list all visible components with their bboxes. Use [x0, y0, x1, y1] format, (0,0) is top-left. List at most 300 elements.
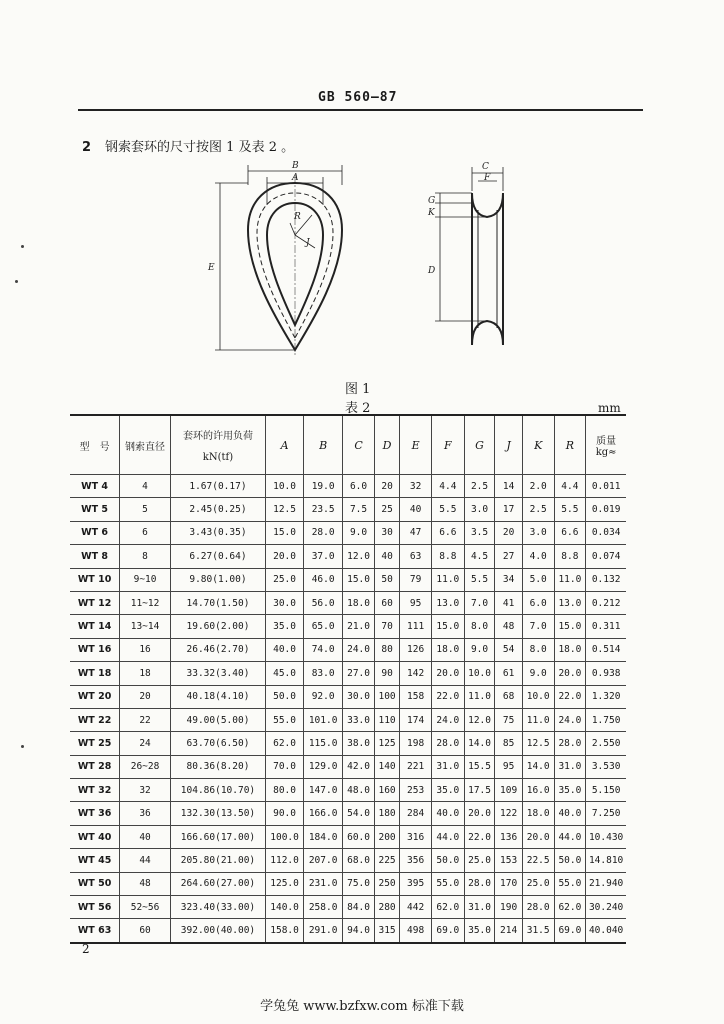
model-cell: WT 6 [70, 521, 120, 544]
table-row [70, 545, 626, 568]
table-cell: 498 [400, 919, 432, 943]
table-cell: 46.0 [304, 568, 343, 591]
table-row [70, 685, 626, 708]
table-cell: 1.67(0.17) [170, 475, 265, 498]
model-cell: WT 10 [70, 568, 120, 591]
table-cell: 30.0 [266, 591, 304, 614]
table-cell: 2.5 [464, 475, 495, 498]
table-cell: 20 [120, 685, 171, 708]
table-cell: 122 [495, 802, 522, 825]
table-cell: 6.0 [522, 591, 554, 614]
table-cell: 170 [495, 872, 522, 895]
label-B: B [292, 161, 299, 171]
table-cell: 15.0 [554, 615, 586, 638]
label-K: K [428, 208, 435, 218]
table-cell: 63.70(6.50) [170, 732, 265, 755]
model-cell: WT 14 [70, 615, 120, 638]
table-cell: 2.0 [522, 475, 554, 498]
label-A: A [292, 173, 299, 183]
page-number: 2 [82, 942, 90, 956]
table-cell: 18.0 [343, 591, 375, 614]
table-cell: 104.86(10.70) [170, 779, 265, 802]
standard-code-header: GB 560—87 [318, 90, 398, 105]
table-row [70, 708, 626, 731]
table-cell: 95 [495, 755, 522, 778]
table-cell: 50.0 [554, 849, 586, 872]
table-cell: 6.27(0.64) [170, 545, 265, 568]
table-cell: 129.0 [304, 755, 343, 778]
table-cell: 40.18(4.10) [170, 685, 265, 708]
table-cell: 101.0 [304, 708, 343, 731]
table-cell: 31.0 [464, 896, 495, 919]
model-cell: WT 25 [70, 732, 120, 755]
table-cell: 54.0 [343, 802, 375, 825]
table-cell: 11~12 [120, 591, 171, 614]
table-cell: 4.4 [431, 475, 464, 498]
table-row [70, 521, 626, 544]
table-cell: 4 [120, 475, 171, 498]
header-mass [586, 415, 626, 475]
table-cell: 140 [374, 755, 399, 778]
table-cell: 205.80(21.00) [170, 849, 265, 872]
table-cell: 80.36(8.20) [170, 755, 265, 778]
section-text: 钢索套环的尺寸按图 1 及表 2 。 [105, 140, 295, 155]
table-row [70, 662, 626, 685]
table-cell: 35.0 [554, 779, 586, 802]
table-cell: 15.0 [266, 521, 304, 544]
table-cell: 12.5 [266, 498, 304, 521]
table-row [70, 498, 626, 521]
table-cell: 26.46(2.70) [170, 638, 265, 661]
table-cell: 21.940 [586, 872, 626, 895]
table-cell: 100.0 [266, 825, 304, 848]
table-cell: 31.0 [431, 755, 464, 778]
table-cell: 47 [400, 521, 432, 544]
header-J: J [495, 415, 522, 475]
table-cell: 284 [400, 802, 432, 825]
table-cell: 90 [374, 662, 399, 685]
table-cell: 8.8 [431, 545, 464, 568]
table-cell: 10.0 [266, 475, 304, 498]
header-B: B [304, 415, 343, 475]
table-row [70, 755, 626, 778]
table-cell: 0.011 [586, 475, 626, 498]
table-cell: 6.6 [431, 521, 464, 544]
table-cell: 0.514 [586, 638, 626, 661]
table-cell: 31.5 [522, 919, 554, 943]
label-E: E [208, 263, 215, 273]
table-row [70, 849, 626, 872]
table-header-row [70, 415, 626, 475]
table-cell: 15.0 [343, 568, 375, 591]
table-cell: 184.0 [304, 825, 343, 848]
table-cell: 4.5 [464, 545, 495, 568]
table-cell: 18.0 [554, 638, 586, 661]
table-cell: 63 [400, 545, 432, 568]
model-cell: WT 45 [70, 849, 120, 872]
label-G: G [428, 196, 436, 206]
table-cell: 22.0 [554, 685, 586, 708]
table-cell: 38.0 [343, 732, 375, 755]
section-paragraph [82, 136, 294, 155]
table-cell: 80.0 [266, 779, 304, 802]
table-cell: 40.040 [586, 919, 626, 943]
table-cell: 17 [495, 498, 522, 521]
table-cell: 70.0 [266, 755, 304, 778]
table-cell: 13~14 [120, 615, 171, 638]
model-cell: WT 16 [70, 638, 120, 661]
label-F: F [484, 173, 491, 183]
table-cell: 153 [495, 849, 522, 872]
table-cell: 5.5 [431, 498, 464, 521]
table-cell: 62.0 [266, 732, 304, 755]
table-cell: 56.0 [304, 591, 343, 614]
table-cell: 44 [120, 849, 171, 872]
table-row [70, 779, 626, 802]
table-cell: 142 [400, 662, 432, 685]
table-caption: 表 2 [345, 401, 371, 416]
table-cell: 174 [400, 708, 432, 731]
table-cell: 74.0 [304, 638, 343, 661]
scan-speck [21, 245, 24, 248]
table-cell: 17.5 [464, 779, 495, 802]
table-cell: 60.0 [343, 825, 375, 848]
table-cell: 8 [120, 545, 171, 568]
table-cell: 0.132 [586, 568, 626, 591]
table-row [70, 825, 626, 848]
header-F: F [431, 415, 464, 475]
table-cell: 9.0 [343, 521, 375, 544]
table-cell: 33.0 [343, 708, 375, 731]
table-cell: 70 [374, 615, 399, 638]
table-cell: 10.0 [464, 662, 495, 685]
table-cell: 20 [374, 475, 399, 498]
table-cell: 2.5 [522, 498, 554, 521]
thimble-spec-table [70, 414, 626, 944]
model-cell: WT 22 [70, 708, 120, 731]
header-allowable-load [170, 415, 265, 475]
table-cell: 158.0 [266, 919, 304, 943]
table-cell: 22 [120, 708, 171, 731]
table-cell: 0.938 [586, 662, 626, 685]
table-cell: 9.0 [464, 638, 495, 661]
table-cell: 24 [120, 732, 171, 755]
table-cell: 27 [495, 545, 522, 568]
table-cell: 315 [374, 919, 399, 943]
table-cell: 316 [400, 825, 432, 848]
table-cell: 258.0 [304, 896, 343, 919]
table-row [70, 568, 626, 591]
table-cell: 25.0 [522, 872, 554, 895]
table-cell: 8.0 [522, 638, 554, 661]
site-footer: 学兔兔 www.bzfxw.com 标准下载 [260, 999, 464, 1014]
model-cell: WT 56 [70, 896, 120, 919]
table-cell: 23.5 [304, 498, 343, 521]
table-cell: 49.00(5.00) [170, 708, 265, 731]
table-cell: 69.0 [431, 919, 464, 943]
table-cell: 7.0 [522, 615, 554, 638]
table-cell: 7.250 [586, 802, 626, 825]
header-D: D [374, 415, 399, 475]
table-cell: 80 [374, 638, 399, 661]
table-cell: 158 [400, 685, 432, 708]
model-cell: WT 36 [70, 802, 120, 825]
table-cell: 14.0 [522, 755, 554, 778]
table-cell: 0.074 [586, 545, 626, 568]
table-cell: 90.0 [266, 802, 304, 825]
model-cell: WT 4 [70, 475, 120, 498]
table-cell: 10.0 [522, 685, 554, 708]
table-cell: 264.60(27.00) [170, 872, 265, 895]
table-row [70, 591, 626, 614]
table-row [70, 872, 626, 895]
table-cell: 2.45(0.25) [170, 498, 265, 521]
table-cell: 85 [495, 732, 522, 755]
table-cell: 109 [495, 779, 522, 802]
table-cell: 0.212 [586, 591, 626, 614]
model-cell: WT 18 [70, 662, 120, 685]
table-cell: 11.0 [464, 685, 495, 708]
table-cell: 27.0 [343, 662, 375, 685]
table-cell: 16.0 [522, 779, 554, 802]
table-cell: 50 [374, 568, 399, 591]
table-cell: 221 [400, 755, 432, 778]
table-cell: 0.311 [586, 615, 626, 638]
table-cell: 395 [400, 872, 432, 895]
table-cell: 126 [400, 638, 432, 661]
table-cell: 32 [400, 475, 432, 498]
table-cell: 68.0 [343, 849, 375, 872]
table-cell: 3.0 [464, 498, 495, 521]
header-E: E [400, 415, 432, 475]
table-cell: 11.0 [554, 568, 586, 591]
table-cell: 207.0 [304, 849, 343, 872]
table-cell: 24.0 [431, 708, 464, 731]
table-body [70, 475, 626, 943]
table-cell: 21.0 [343, 615, 375, 638]
table-cell: 0.019 [586, 498, 626, 521]
table-cell: 8.0 [464, 615, 495, 638]
table-cell: 231.0 [304, 872, 343, 895]
table-cell: 20 [495, 521, 522, 544]
table-cell: 214 [495, 919, 522, 943]
header-rule [78, 109, 643, 111]
table-cell: 250 [374, 872, 399, 895]
table-cell: 55.0 [554, 872, 586, 895]
table-cell: 9~10 [120, 568, 171, 591]
table-cell: 12.0 [343, 545, 375, 568]
table-cell: 30 [374, 521, 399, 544]
table-cell: 5.0 [522, 568, 554, 591]
table-cell: 3.43(0.35) [170, 521, 265, 544]
table-row [70, 475, 626, 498]
table-cell: 0.034 [586, 521, 626, 544]
table-cell: 35.0 [266, 615, 304, 638]
table-cell: 48 [120, 872, 171, 895]
table-cell: 32 [120, 779, 171, 802]
table-cell: 356 [400, 849, 432, 872]
table-cell: 140.0 [266, 896, 304, 919]
table-cell: 20.0 [266, 545, 304, 568]
table-cell: 14 [495, 475, 522, 498]
header-K: K [522, 415, 554, 475]
model-cell: WT 63 [70, 919, 120, 943]
table-cell: 12.0 [464, 708, 495, 731]
table-cell: 60 [120, 919, 171, 943]
header-R: R [554, 415, 586, 475]
table-cell: 253 [400, 779, 432, 802]
model-cell: WT 50 [70, 872, 120, 895]
table-cell: 54 [495, 638, 522, 661]
scan-speck [15, 280, 18, 283]
table-cell: 11.0 [522, 708, 554, 731]
table-cell: 24.0 [343, 638, 375, 661]
table-cell: 13.0 [431, 591, 464, 614]
table-cell: 20.0 [522, 825, 554, 848]
table-cell: 136 [495, 825, 522, 848]
header-mass-label: 质量 [596, 436, 617, 447]
table-cell: 111 [400, 615, 432, 638]
table-cell: 34 [495, 568, 522, 591]
table-cell: 22.0 [431, 685, 464, 708]
table-cell: 10.430 [586, 825, 626, 848]
table-cell: 198 [400, 732, 432, 755]
table-cell: 13.0 [554, 591, 586, 614]
table-cell: 20.0 [431, 662, 464, 685]
table-cell: 55.0 [431, 872, 464, 895]
header-mass-unit: kg≈ [595, 447, 617, 458]
table-cell: 14.0 [464, 732, 495, 755]
table-cell: 16 [120, 638, 171, 661]
table-cell: 62.0 [554, 896, 586, 919]
table-cell: 323.40(33.00) [170, 896, 265, 919]
table-cell: 40.0 [266, 638, 304, 661]
table-cell: 28.0 [554, 732, 586, 755]
table-cell: 7.0 [464, 591, 495, 614]
table-cell: 5.150 [586, 779, 626, 802]
table-row [70, 896, 626, 919]
table-cell: 110 [374, 708, 399, 731]
table-cell: 5.5 [464, 568, 495, 591]
table-cell: 75.0 [343, 872, 375, 895]
table-cell: 41 [495, 591, 522, 614]
table-row [70, 638, 626, 661]
model-cell: WT 20 [70, 685, 120, 708]
table-cell: 40 [374, 545, 399, 568]
table-cell: 200 [374, 825, 399, 848]
table-cell: 180 [374, 802, 399, 825]
table-cell: 22.0 [464, 825, 495, 848]
table-cell: 291.0 [304, 919, 343, 943]
table-cell: 1.750 [586, 708, 626, 731]
table-cell: 30.0 [343, 685, 375, 708]
table-cell: 35.0 [464, 919, 495, 943]
table-cell: 50.0 [431, 849, 464, 872]
label-D: D [428, 266, 436, 276]
model-cell: WT 12 [70, 591, 120, 614]
table-cell: 18 [120, 662, 171, 685]
table-cell: 79 [400, 568, 432, 591]
table-cell: 94.0 [343, 919, 375, 943]
table-cell: 14.810 [586, 849, 626, 872]
table-cell: 3.530 [586, 755, 626, 778]
table-cell: 15.5 [464, 755, 495, 778]
table-cell: 6.0 [343, 475, 375, 498]
table-cell: 11.0 [431, 568, 464, 591]
label-C: C [482, 162, 489, 172]
header-A: A [266, 415, 304, 475]
table-cell: 40 [400, 498, 432, 521]
table-cell: 52~56 [120, 896, 171, 919]
model-cell: WT 32 [70, 779, 120, 802]
table-cell: 166.0 [304, 802, 343, 825]
table-cell: 3.5 [464, 521, 495, 544]
table-cell: 42.0 [343, 755, 375, 778]
table-cell: 125.0 [266, 872, 304, 895]
table-cell: 20.0 [554, 662, 586, 685]
table-cell: 166.60(17.00) [170, 825, 265, 848]
table-cell: 45.0 [266, 662, 304, 685]
table-cell: 48.0 [343, 779, 375, 802]
table-cell: 19.0 [304, 475, 343, 498]
table-row [70, 802, 626, 825]
table-cell: 37.0 [304, 545, 343, 568]
table-cell: 50.0 [266, 685, 304, 708]
table-cell: 28.0 [522, 896, 554, 919]
table-cell: 60 [374, 591, 399, 614]
table-cell: 26~28 [120, 755, 171, 778]
model-cell: WT 40 [70, 825, 120, 848]
header-G: G [464, 415, 495, 475]
table-cell: 25.0 [266, 568, 304, 591]
table-cell: 30.240 [586, 896, 626, 919]
table-cell: 55.0 [266, 708, 304, 731]
table-cell: 83.0 [304, 662, 343, 685]
table-cell: 19.60(2.00) [170, 615, 265, 638]
table-cell: 280 [374, 896, 399, 919]
table-cell: 112.0 [266, 849, 304, 872]
table-cell: 12.5 [522, 732, 554, 755]
label-R: R [294, 212, 301, 222]
table-cell: 6.6 [554, 521, 586, 544]
table-cell: 9.0 [522, 662, 554, 685]
table-cell: 2.550 [586, 732, 626, 755]
table-cell: 28.0 [431, 732, 464, 755]
table-cell: 9.80(1.00) [170, 568, 265, 591]
table-cell: 15.0 [431, 615, 464, 638]
thimble-drawing [190, 155, 530, 370]
table-cell: 65.0 [304, 615, 343, 638]
table-cell: 25 [374, 498, 399, 521]
table-cell: 44.0 [431, 825, 464, 848]
table-cell: 75 [495, 708, 522, 731]
table-row [70, 919, 626, 943]
table-cell: 20.0 [464, 802, 495, 825]
table-row [70, 732, 626, 755]
header-model: 型 号 [70, 415, 120, 475]
table-cell: 132.30(13.50) [170, 802, 265, 825]
table-cell: 44.0 [554, 825, 586, 848]
table-cell: 28.0 [304, 521, 343, 544]
table-cell: 125 [374, 732, 399, 755]
header-load-label: 套环的许用负荷 [182, 431, 253, 442]
table-cell: 225 [374, 849, 399, 872]
table-cell: 33.32(3.40) [170, 662, 265, 685]
table-row [70, 615, 626, 638]
header-C: C [343, 415, 375, 475]
table-cell: 7.5 [343, 498, 375, 521]
table-cell: 14.70(1.50) [170, 591, 265, 614]
